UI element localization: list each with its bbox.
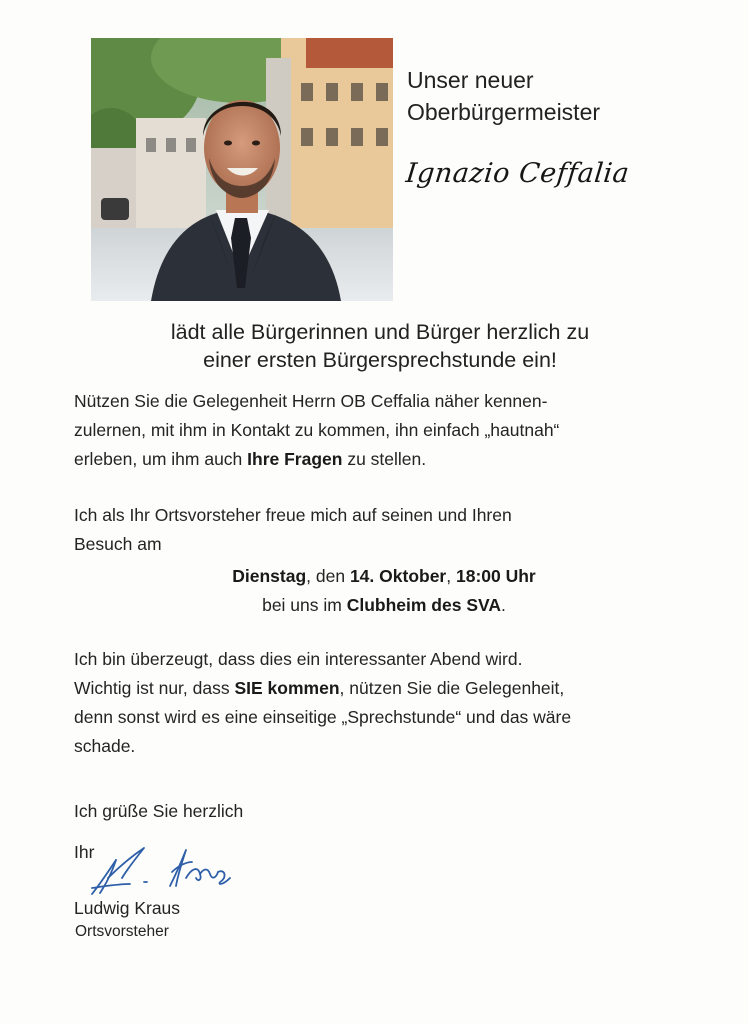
paragraph-3: [74, 645, 684, 761]
invitation-line-1: lädt alle Bürgerinnen und Bürger herzlich zu: [170, 320, 590, 344]
paragraph-2-line-2: Besuch am: [74, 534, 162, 554]
portrait-photo: [91, 38, 393, 301]
event-place-end: .: [501, 595, 506, 615]
paragraph-1-line-3-start: erleben, um ihm auch: [74, 449, 248, 469]
invitation-text: [100, 318, 660, 374]
paragraph-3-line-3: denn sonst wird es eine einseitige „Sprechstunde“ und das wäre: [74, 707, 572, 727]
closing-greeting: Ich grüße Sie herzlich: [74, 801, 244, 821]
paragraph-1-line-1: Nützen Sie die Gelegenheit Herrn OB Ceffalia näher kennen-: [74, 391, 548, 411]
event-place-line: [74, 591, 694, 620]
emphasis-sie-kommen: SIE kommen: [234, 678, 340, 698]
paragraph-1-line-2: zulernen, mit ihm in Kontakt zu kommen, ihn einfach „hautnah“: [74, 420, 560, 440]
paragraph-3-line-2-end: , nützen Sie die Gelegenheit,: [339, 678, 565, 698]
paragraph-1-line-3-end: zu stellen.: [342, 449, 427, 469]
event-place-start: bei uns im: [262, 595, 347, 615]
paragraph-1-line-3: [74, 445, 684, 474]
heading: [407, 64, 727, 128]
mayor-name: Ignazio Ceffalia: [404, 158, 631, 189]
paragraph-1: [74, 387, 684, 474]
paragraph-2: [74, 501, 684, 559]
event-day: Dienstag: [232, 566, 307, 586]
paragraph-2-line-1: Ich als Ihr Ortsvorsteher freue mich auf seinen und Ihren: [74, 505, 512, 525]
paragraph-3-line-1: Ich bin überzeugt, dass dies ein interessanter Abend wird.: [74, 649, 523, 669]
handwritten-signature: [86, 838, 236, 902]
paragraph-3-line-2-start: Wichtig ist nur, dass: [74, 678, 235, 698]
paragraph-3-line-4: schade.: [74, 736, 136, 756]
portrait-photo-image: [91, 38, 393, 301]
paragraph-3-line-2: [74, 674, 684, 703]
event-date: 14. Oktober: [349, 566, 447, 586]
invitation-line-2: einer ersten Bürgersprechstunde ein!: [203, 348, 557, 372]
event-date-line: [74, 562, 694, 591]
event-place: Clubheim des SVA: [346, 595, 502, 615]
event-time: 18:00 Uhr: [455, 566, 536, 586]
emphasis-ihre-fragen: Ihre Fragen: [247, 449, 343, 469]
heading-line-2: Oberbürgermeister: [407, 99, 601, 125]
event-sep-2: ,: [446, 566, 456, 586]
closing-ihr: Ihr: [74, 842, 95, 862]
heading-line-1: Unser neuer: [407, 67, 534, 93]
signer-name: Ludwig Kraus: [74, 898, 181, 918]
signer-title: Ortsvorsteher: [75, 923, 169, 940]
event-sep-1: , den: [306, 566, 350, 586]
